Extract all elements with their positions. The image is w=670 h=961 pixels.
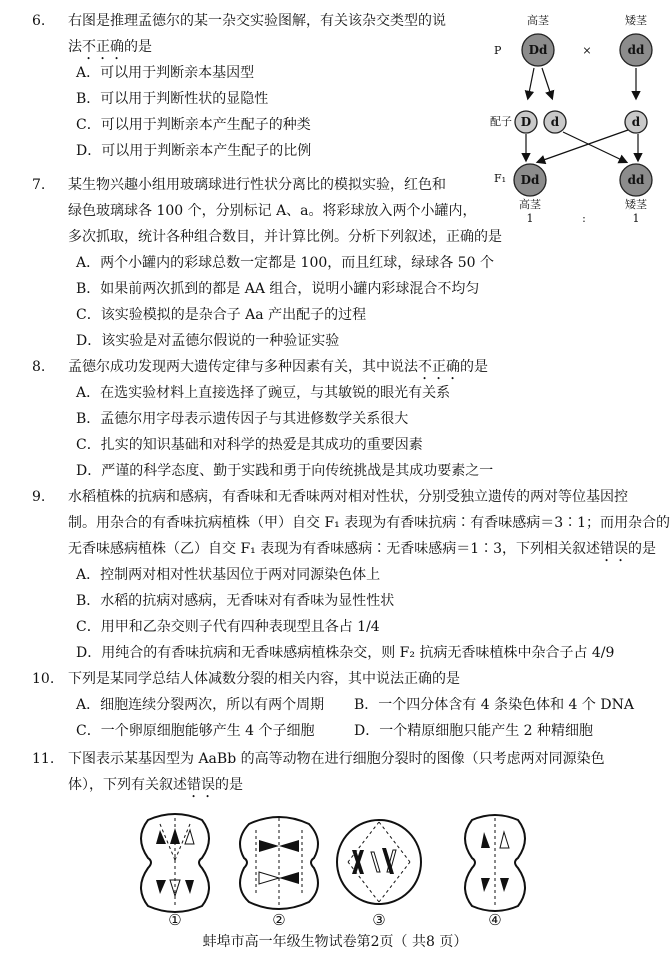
cell-label: ② (272, 911, 286, 929)
question-11-line-1: 下图表示某基因型为 AaBb 的高等动物在进行细胞分裂时的图像（只考虑两对同源染色 (68, 751, 605, 767)
question-11-stem (32, 746, 632, 798)
option-c: C．扎实的知识基础和对科学的热爱是其成功的重要因素 (76, 437, 423, 453)
question-6-line-2 (68, 34, 152, 63)
option-row-cd (32, 718, 632, 744)
question-6-stem (32, 8, 472, 60)
ratio-colon: : (582, 212, 586, 225)
label-tall: 高茎 (527, 14, 549, 27)
label-dwarf: 矮茎 (625, 14, 647, 27)
spindle-fiber (379, 862, 410, 902)
question-10-line-1: 下列是某同学总结人体减数分裂的相关内容，其中说法正确的是 (68, 671, 460, 687)
question-6 (32, 8, 472, 164)
cell-figure-1 (130, 810, 220, 932)
cell-division-figures (130, 810, 540, 932)
option-a: A．可以用于判断亲本基因型 (76, 65, 255, 81)
question-number: 8. (32, 359, 46, 375)
cell-label: ③ (372, 911, 386, 929)
question-10-stem (32, 666, 632, 692)
spindle-fiber (348, 822, 379, 862)
chromosome (279, 840, 299, 852)
cell-figure-4 (450, 810, 540, 932)
gamete-d-lower-1: d (550, 115, 560, 129)
text-pre: 孟德尔成功发现两大遗传定律与多种因素有关，其中说法 (68, 359, 418, 375)
question-8-line-1 (68, 354, 488, 383)
question-number: 7. (32, 177, 46, 193)
option-c: C．用甲和乙杂交则子代有四种表现型且各占 1/4 (76, 619, 380, 635)
chromosome (170, 828, 180, 844)
question-number: 6. (32, 13, 46, 29)
emphasis-text: 不正确 (82, 39, 124, 55)
question-8-stem (32, 354, 632, 380)
question-11-line-2 (68, 772, 243, 801)
option-b: B．如果前两次抓到的都是 AA 组合，说明小罐内彩球混合不均匀 (76, 281, 480, 297)
cell-figure-2 (234, 810, 324, 932)
question-9-line-3 (68, 536, 656, 565)
text-pre: 体），下列有关叙述 (68, 777, 187, 793)
option-b: B．一个四分体含有 4 条染色体和 4 个 DNA (354, 697, 634, 713)
chromosome (156, 880, 166, 894)
question-9-stem (32, 484, 670, 562)
offspring-1-genotype: Dd (520, 173, 540, 187)
option-c: C．可以用于判断亲本产生配子的种类 (76, 117, 311, 133)
chromosome (156, 830, 166, 844)
option-d: D．用纯合的有香味抗病和无香味感病植株杂交，则 F₂ 抗病无香味植株中杂合子占 4/9 (76, 645, 615, 661)
label-gamete: 配子 (490, 115, 512, 128)
question-9 (32, 484, 670, 666)
text-post: 的是 (124, 39, 152, 55)
option-c: C．该实验模拟的是杂合子 Aa 产出配子的过程 (76, 307, 367, 323)
text-post: 的是 (215, 777, 243, 793)
cell-figure-3 (334, 810, 424, 932)
question-7-line-3: 多次抓取，统计各种组合数目，并计算比例。分析下列叙述，正确的是 (68, 229, 502, 245)
chromosome (279, 872, 299, 884)
offspring-2-phenotype: 矮茎 (625, 198, 647, 211)
option-row-ab (32, 692, 632, 718)
question-number: 9. (32, 489, 46, 505)
gamete-d-upper: D (520, 115, 532, 129)
question-6-line-1: 右图是推理孟德尔的某一杂交实验图解，有关该杂交类型的说 (68, 13, 446, 29)
offspring-2-genotype: dd (627, 173, 645, 187)
chromosome (481, 878, 490, 892)
option-a: A．细胞连续分裂两次，所以有两个周期 (76, 697, 325, 713)
genetic-cross-diagram (488, 10, 668, 225)
cell-label: ① (168, 911, 182, 929)
chromosome (500, 832, 509, 848)
arrow (563, 132, 626, 162)
text-pre: 法 (68, 39, 82, 55)
question-7-line-1: 某生物兴趣小组用玻璃球进行性状分离比的模拟实验，红色和 (68, 177, 446, 193)
chromosome (481, 832, 490, 848)
chromosome (259, 840, 279, 852)
question-10 (32, 666, 632, 744)
option-b: B．可以用于判断性状的显隐性 (76, 91, 269, 107)
text-post: 的是 (628, 541, 657, 557)
cross-symbol: × (582, 44, 592, 57)
option-d: D．可以用于判断亲本产生配子的比例 (76, 143, 312, 159)
option-a: A．控制两对相对性状基因位于两对同源染色体上 (76, 567, 381, 583)
text-post: 的是 (460, 359, 488, 375)
option-a: A．两个小罐内的彩球总数一定都是 100，而且红球，绿球各 50 个 (76, 255, 494, 271)
chromosome (185, 880, 194, 894)
arrow (542, 68, 552, 98)
cell-label: ④ (488, 911, 502, 929)
question-7 (32, 172, 502, 354)
cell-membrane (337, 820, 421, 904)
offspring-1-phenotype: 高茎 (519, 198, 541, 211)
question-9-line-2: 制。用杂合的有香味抗病植株（甲）自交 F₁ 表现为有香味抗病∶有香味感病＝3∶1；而用杂合的 (68, 515, 670, 531)
spindle-fiber (348, 862, 379, 902)
gamete-d-lower-2: d (631, 115, 641, 129)
chromosome (170, 880, 180, 896)
page-footer: 蚌埠市高一年级生物试卷第2页（ 共8 页） (202, 934, 468, 950)
arrow (538, 130, 628, 162)
option-b: B．水稻的抗病对感病，无香味对有香味为显性性状 (76, 593, 395, 609)
emphasis-text: 错误 (187, 777, 215, 793)
ratio-left: 1 (526, 212, 534, 225)
parent-2-genotype: dd (627, 43, 645, 57)
ratio-right: 1 (632, 212, 640, 225)
question-8 (32, 354, 632, 484)
question-number: 10. (32, 671, 55, 687)
option-a: A．在选实验材料上直接选择了豌豆，与其敏锐的眼光有关系 (76, 385, 451, 401)
option-d: D．该实验是对孟德尔假说的一种验证实验 (76, 333, 340, 349)
option-b: B．孟德尔用字母表示遗传因子与其进修数学关系很大 (76, 411, 409, 427)
text-pre: 无香味感病植株（乙）自交 F₁ 表现为有香味感病∶无香味感病＝1∶3，下列相关叙述 (68, 541, 601, 557)
emphasis-text: 不正确 (418, 359, 460, 375)
chromosome (500, 878, 509, 892)
question-7-line-2: 绿色玻璃球各 100 个，分别标记 A、a。将彩球放入两个小罐内， (68, 203, 477, 219)
label-p: P (494, 44, 502, 57)
emphasis-text: 错误 (600, 541, 629, 557)
chromosome (371, 852, 380, 872)
question-9-line-1: 水稻植株的抗病和感病，有香味和无香味两对相对性状，分别受独立遗传的两对等位基因控 (68, 489, 628, 505)
chromosome (259, 872, 279, 884)
arrow (528, 68, 534, 98)
question-number: 11. (32, 751, 55, 767)
option-d: D．严谨的科学态度、勤于实践和勇于向传统挑战是其成功要素之一 (76, 463, 494, 479)
option-d: D．一个精原细胞只能产生 2 种精细胞 (354, 723, 594, 739)
label-f1: F₁ (494, 172, 507, 185)
option-c: C．一个卵原细胞能够产生 4 个子细胞 (76, 723, 315, 739)
question-7-stem (32, 172, 502, 250)
parent-1-genotype: Dd (528, 43, 548, 57)
question-11 (32, 746, 632, 798)
